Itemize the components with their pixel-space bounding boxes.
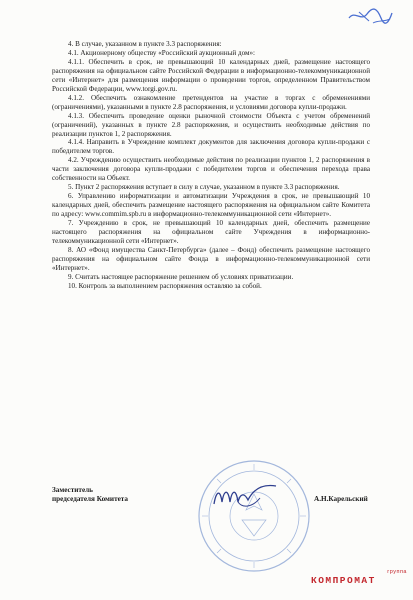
signer-position-line1: Заместитель: [52, 486, 93, 494]
paragraph-4: 4. В случае, указанном в пункте 3.3 распоряжения:: [68, 40, 222, 48]
paragraph-5: 5. Пункт 2 распоряжения вступает в силу в случае, указанном в пункте 3.3 распоряжения.: [68, 183, 340, 192]
handwritten-mark: [345, 4, 395, 30]
paragraph-7: 7. Учреждению в срок, не превышающий 10 календарных дней, обеспечить размещение настоящего распоряжения на официальном сайте Учреждения в информационно-телекоммуникационной сети «Интернет».: [52, 219, 370, 245]
paragraph-10: 10. Контроль за выполнением распоряжения оставляю за собой.: [68, 281, 262, 290]
signer-position-line2: председателя Комитета: [52, 495, 129, 503]
paragraph-4-2: 4.2. Учреждению осуществить необходимые действия по реализации пунктов 1, 2 распоряжения в части заключения договора купли-продажи с победителем торгов и обеспечения перехода права собственности на Объект.: [52, 156, 370, 183]
watermark-top-text: группа: [387, 569, 407, 575]
paragraph-4-1-3: 4.1.3. Обеспечить проведение оценки рыночной стоимости Объекта с учетом обременений (ограничений), указанных в пункте 2.8 распоряжения, и осуществить необходимые действия по реализации пунктов 1, 2 распоряжения.: [52, 111, 370, 138]
paragraph-4-1-2: 4.1.2. Обеспечить ознакомление претендентов на участие в торгах с обременениями (ограничениями), указанными в пункте 2.8 распоряжения, и условиями договора купли-продажи.: [52, 93, 370, 111]
paragraph-4-1: 4.1. Акционерному обществу «Российский аукционный дом»:: [68, 48, 256, 57]
decree-body: [52, 40, 370, 291]
paragraph-6: 6. Управлению информатизации и автоматизации Учреждения в срок, не превышающий 10 календарных дней, обеспечить размещение настоящего распоряжения на официальном сайте Комитета по адресу: www.commim.spb.ru в информационно-телекоммуникационной сети «Интернет».: [52, 192, 370, 219]
watermark-logo: [311, 569, 407, 591]
paragraph-8: 8. АО «Фонд имущества Санкт-Петербурга» (далее – Фонд) обеспечить размещение настоящего распоряжения на официальном сайте Фонда в информационно-телекоммуникационной сети «Интернет».: [52, 245, 370, 272]
watermark-main-text: КОМПРОМАТ: [311, 575, 376, 586]
handwritten-signature: [208, 478, 282, 518]
paragraph-4-1-4: 4.1.4. Направить в Учреждение комплект документов для заключения договора купли-продажи с победителем торгов.: [52, 138, 370, 156]
paragraph-4-1-1: 4.1.1. Обеспечить в срок, не превышающий 10 календарных дней, размещение настоящего распоряжения на официальном сайте Российской Федерации в информационно-телекоммуникационной сети «Интернет» для размещения информации о проведении торгов, определенном Правительством Российской Федерации, www.torgi.gov.ru.: [52, 57, 370, 93]
signer-name: А.Н.Карельский: [314, 495, 368, 503]
paragraph-9: 9. Считать настоящее распоряжение решением об условиях приватизации.: [68, 272, 294, 281]
